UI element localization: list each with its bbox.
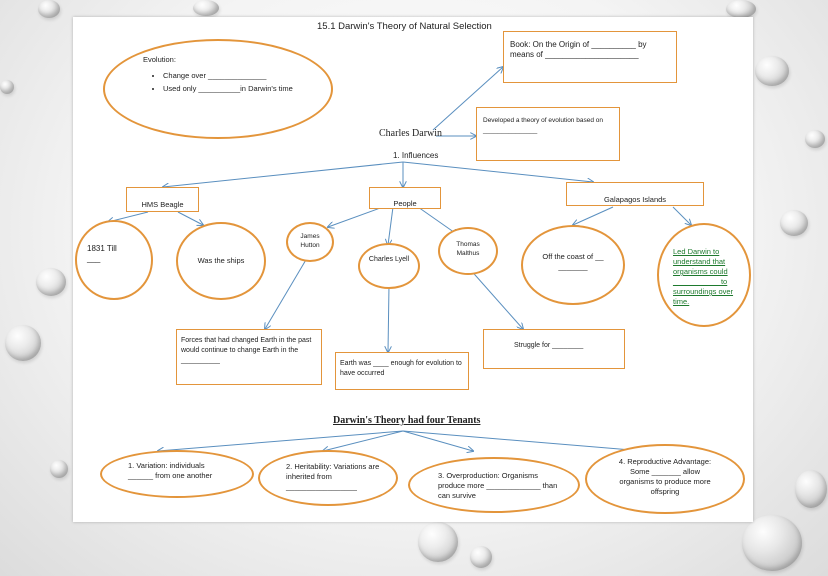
coast-text: Off the coast of __ _______ <box>542 252 604 271</box>
year-text: 1831 Till ___ <box>87 244 117 263</box>
struggle-text: Struggle for ________ <box>514 342 584 349</box>
charles-darwin-label: Charles Darwin <box>379 128 443 139</box>
evolution-bullet-1: • Change over ______________ <box>163 71 313 81</box>
water-drop <box>780 210 808 236</box>
people-text: People <box>393 199 417 208</box>
evolution-oval <box>103 39 333 139</box>
lyell-oval <box>358 243 420 289</box>
water-drop <box>805 130 825 148</box>
led-darwin-oval <box>657 223 751 327</box>
book-box <box>503 31 677 83</box>
water-drop <box>726 0 756 18</box>
evolution-bullets <box>149 71 313 94</box>
galapagos-box <box>566 182 704 206</box>
year-oval <box>75 220 153 300</box>
water-drop <box>50 460 68 478</box>
tenant-1-oval <box>100 450 254 498</box>
worksheet <box>73 17 753 522</box>
people-box <box>369 187 441 209</box>
struggle-box <box>483 329 625 369</box>
malthus-text: Thomas Malthus <box>456 241 480 257</box>
tenant-1-text: 1. Variation: individuals ______ from one another <box>128 461 213 480</box>
water-drop <box>193 0 219 16</box>
hms-beagle-box <box>126 187 199 212</box>
forces-box <box>176 329 322 385</box>
water-drop <box>38 0 60 18</box>
tenant-4-text: 4. Reproductive Advantage: Some _______ allow organisms to produce more offspring <box>618 457 712 496</box>
ships-text: Was the ships <box>197 256 245 265</box>
water-drop <box>418 522 458 562</box>
theory-box <box>476 107 620 161</box>
book-text: Book: On the Origin of __________ by means of _____________________ <box>510 40 647 59</box>
evolution-heading: Evolution: <box>143 55 176 64</box>
hutton-oval <box>286 222 334 262</box>
hms-beagle-text: HMS Beagle <box>141 200 184 209</box>
page-title: 15.1 Darwin's Theory of Natural Selection <box>317 21 492 32</box>
tenant-3-oval <box>408 457 580 513</box>
tenants-title: Darwin's Theory had four Tenants <box>333 415 481 426</box>
water-drop <box>36 268 66 296</box>
water-drop <box>470 546 492 568</box>
galapagos-text: Galapagos Islands <box>603 195 667 204</box>
water-drop <box>5 325 41 361</box>
tenant-2-oval <box>258 450 398 506</box>
theory-text: Developed a theory of evolution based on _______________ <box>483 117 603 134</box>
earth-text: Earth was ____ enough for evolution to have occurred <box>340 360 462 377</box>
tenant-4-oval <box>585 444 745 514</box>
evolution-bullet-2: • Used only __________in Darwin's time <box>163 84 313 94</box>
lyell-text: Charles Lyell <box>368 256 410 263</box>
tenant-3-text: 3. Overproduction: Organisms produce more _____________ than can survive <box>438 471 558 500</box>
ships-oval <box>176 222 266 300</box>
earth-box <box>335 352 469 390</box>
water-drop <box>0 80 14 94</box>
malthus-oval <box>438 227 498 275</box>
forces-text: Forces that had changed Earth in the past would continue to change Earth in the __________ <box>181 337 312 364</box>
water-drop <box>742 515 802 571</box>
water-drop <box>795 470 827 508</box>
tenant-2-text: 2. Heritability: Variations are inherited from _________________ <box>286 462 380 491</box>
influences-label: 1. Influences <box>393 151 439 160</box>
coast-oval <box>521 225 625 305</box>
hutton-text: James Hutton <box>300 233 320 249</box>
led-darwin-text: Led Darwin to understand that organisms could ___________ to surroundings over time. <box>673 247 734 306</box>
water-drop <box>755 56 789 86</box>
